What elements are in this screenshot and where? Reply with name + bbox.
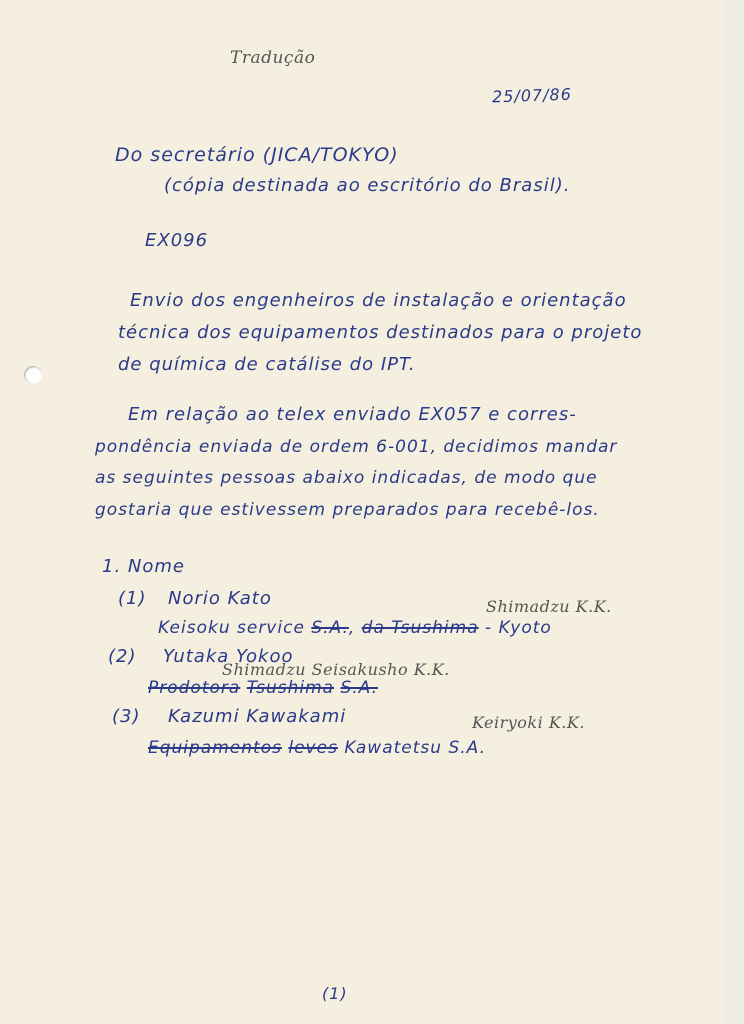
body-line: gostaria que estivessem preparados para recebê-los. — [95, 500, 600, 520]
reference-code: EX096 — [145, 230, 209, 251]
subject-line: de química de catálise do IPT. — [118, 354, 416, 375]
entry-company — [158, 618, 552, 638]
body-line: Em relação ao telex enviado EX057 e corres- — [128, 404, 577, 425]
body-line: as seguintes pessoas abaixo indicadas, de modo que — [95, 468, 598, 488]
company-text: Kawatetsu S.A. — [344, 738, 486, 758]
punch-hole — [24, 366, 42, 384]
page-edge — [722, 0, 744, 1024]
page-number: (1) — [322, 984, 348, 1003]
entry-number: (1) — [118, 588, 147, 609]
struck-text: Prodotora — [148, 678, 241, 698]
body-line: pondência enviada de ordem 6-001, decidimos mandar — [95, 437, 618, 457]
struck-text: leves — [288, 738, 338, 758]
entry-company — [148, 678, 378, 698]
copy-destination-line: (cópia destinada ao escritório do Brasil). — [164, 175, 571, 196]
list-header: 1. Nome — [102, 556, 185, 577]
company-text: Keisoku service — [158, 618, 305, 638]
struck-text: S.A. — [340, 678, 379, 698]
sender-line: Do secretário (JICA/TOKYO) — [115, 144, 399, 166]
struck-text: Equipamentos — [148, 738, 282, 758]
struck-text: Tsushima — [246, 678, 335, 698]
translation-heading: Tradução — [230, 48, 316, 68]
struck-text: S.A. — [311, 618, 349, 638]
entry-number: (3) — [112, 706, 141, 727]
struck-text: da Tsushima — [361, 618, 479, 638]
subject-line: técnica dos equipamentos destinados para o projeto — [118, 322, 643, 343]
entry-name: Norio Kato — [168, 588, 272, 609]
pencil-note: Shimadzu K.K. — [486, 597, 612, 616]
company-text: , — [348, 618, 356, 638]
entry-name: Yutaka Yokoo — [163, 646, 294, 667]
pencil-note: Shimadzu Seisakusho K.K. — [222, 660, 450, 679]
entry-company — [148, 738, 486, 758]
entry-number: (2) — [108, 646, 137, 667]
subject-line: Envio dos engenheiros de instalação e orientação — [130, 290, 627, 311]
document-date: 25/07/86 — [491, 84, 573, 107]
entry-name: Kazumi Kawakami — [168, 706, 347, 727]
pencil-note: Keiryoki K.K. — [472, 713, 585, 732]
company-text: - Kyoto — [485, 618, 552, 638]
